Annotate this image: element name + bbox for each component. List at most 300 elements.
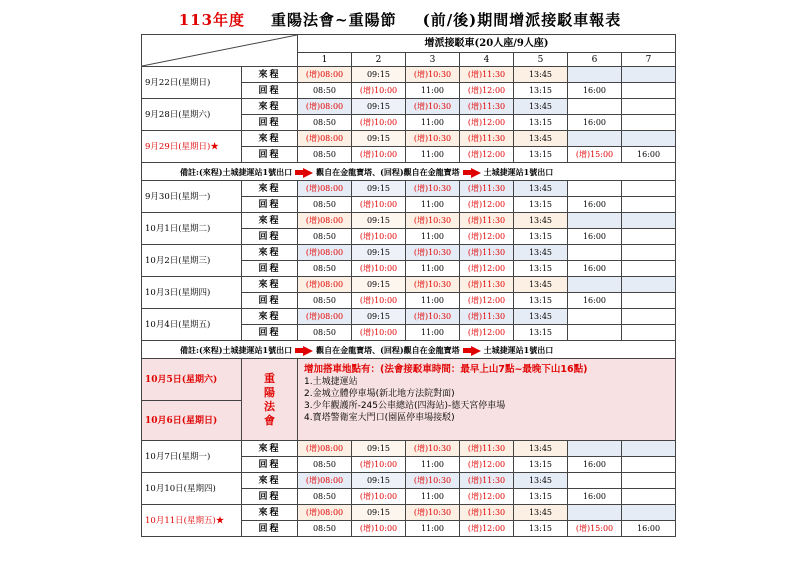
time-cell: 11:00 [406,261,460,277]
inbound-row [142,245,676,261]
time-cell: 16:00 [568,457,622,473]
time-cell: 16:00 [622,147,676,163]
time-cell: 09:15 [352,99,406,115]
time-cell [568,441,622,457]
time-cell [460,229,514,245]
route-note [142,341,676,359]
outbound-label: 回程 [242,115,298,131]
added-trip-time: (增)08:00 [305,475,344,485]
time-cell [460,277,514,293]
added-trip-time: (增)10:00 [359,199,398,209]
pickup-stop: 1.土城捷運站 [304,377,358,387]
pickup-stop: 3.少年觀護所-245公車總站(四海站)-德天宮停車場 [304,401,506,411]
time-cell: 09:15 [352,131,406,147]
added-trip-time: (增)10:30 [413,475,452,485]
title-year: 113年度 [178,11,246,29]
time-cell: 09:15 [352,309,406,325]
column-number-4: 4 [460,53,514,67]
date-cell [142,245,242,277]
time-cell [406,473,460,489]
time-cell [406,277,460,293]
pickup-stop: 2.金城立體停車場(新北地方法院對面) [304,389,455,399]
time-cell [622,197,676,213]
time-cell [352,261,406,277]
time-cell: 11:00 [406,115,460,131]
time-cell: 09:15 [352,213,406,229]
outbound-label: 回程 [242,457,298,473]
festival-date-2: 10月6日(星期日) [142,401,242,441]
time-cell: 11:00 [406,293,460,309]
time-cell: 13:15 [514,229,568,245]
time-cell [622,489,676,505]
time-cell [622,261,676,277]
added-trip-time: (增)12:00 [467,117,506,127]
time-cell [460,457,514,473]
time-cell: 11:00 [406,521,460,537]
added-trip-time: (增)08:00 [305,443,344,453]
time-cell: 16:00 [568,293,622,309]
time-cell [460,473,514,489]
route-note [142,163,676,181]
added-trip-time: (增)12:00 [467,295,506,305]
note-prefix: 備註:(來程)土城捷運站1號出口 [180,166,293,177]
inbound-row [142,99,676,115]
time-cell [406,131,460,147]
time-cell [622,131,676,147]
inbound-label: 來程 [242,309,298,325]
time-cell: 13:15 [514,457,568,473]
time-cell [460,99,514,115]
time-cell: 13:45 [514,309,568,325]
time-cell: 16:00 [568,83,622,99]
time-cell: 09:15 [352,473,406,489]
time-cell [568,505,622,521]
time-cell [568,99,622,115]
time-cell: 13:15 [514,115,568,131]
inbound-row [142,441,676,457]
added-trip-time: (增)10:00 [359,263,398,273]
schedule-table [141,34,676,537]
added-trip-time: (增)12:00 [467,459,506,469]
added-trip-time: (增)10:00 [359,231,398,241]
star-icon: ★ [210,141,219,152]
time-cell [352,83,406,99]
added-trip-time: (增)11:30 [467,133,506,143]
time-cell [460,441,514,457]
time-cell [460,213,514,229]
added-trip-time: (增)12:00 [467,199,506,209]
time-cell [298,277,352,293]
time-cell [406,505,460,521]
time-cell: 16:00 [568,115,622,131]
added-trip-time: (增)08:00 [305,279,344,289]
date-label: 10月7日(星期一) [145,451,211,462]
added-trip-time: (增)12:00 [467,263,506,273]
note-middle: 觀自在金龍寶塔、(回程)觀自在金龍寶塔 [316,166,460,177]
time-cell [460,325,514,341]
added-trip-time: (增)10:30 [413,507,452,517]
festival-row [142,359,676,401]
time-cell [622,83,676,99]
time-cell [352,229,406,245]
time-cell: 16:00 [622,521,676,537]
title-part1: 重陽法會~重陽節 [271,11,397,29]
time-cell: 13:45 [514,181,568,197]
column-number-3: 3 [406,53,460,67]
inbound-label: 來程 [242,245,298,261]
added-trip-time: (增)10:00 [359,327,398,337]
time-cell [460,147,514,163]
time-cell: 11:00 [406,489,460,505]
time-cell: 13:15 [514,147,568,163]
time-cell: 13:15 [514,197,568,213]
column-number-2: 2 [352,53,406,67]
added-trip-time: (增)10:00 [359,117,398,127]
festival-date-1: 10月5日(星期六) [142,359,242,401]
time-cell [622,277,676,293]
time-cell [352,115,406,131]
time-cell [352,489,406,505]
date-cell [142,277,242,309]
time-cell: 13:15 [514,521,568,537]
inbound-label: 來程 [242,99,298,115]
inbound-row [142,277,676,293]
added-trip-time: (增)10:00 [359,523,398,533]
time-cell: 13:45 [514,213,568,229]
inbound-label: 來程 [242,213,298,229]
inbound-row [142,181,676,197]
time-cell: 08:50 [298,293,352,309]
added-trip-time: (增)10:00 [359,459,398,469]
inbound-label: 來程 [242,277,298,293]
added-trip-time: (增)12:00 [467,231,506,241]
added-trip-time: (增)12:00 [467,327,506,337]
time-cell: 16:00 [568,197,622,213]
added-trip-time: (增)11:30 [467,311,506,321]
time-cell [406,67,460,83]
time-cell [406,181,460,197]
time-cell: 08:50 [298,457,352,473]
added-trip-time: (增)15:00 [575,149,614,159]
inbound-label: 來程 [242,441,298,457]
date-label: 10月1日(星期二) [145,223,211,234]
added-trip-time: (增)12:00 [467,491,506,501]
time-cell: 11:00 [406,197,460,213]
added-trip-time: (增)10:30 [413,247,452,257]
time-cell [460,489,514,505]
time-cell: 08:50 [298,83,352,99]
time-cell [460,309,514,325]
time-cell: 13:45 [514,131,568,147]
outbound-label: 回程 [242,521,298,537]
time-cell [622,309,676,325]
schedule-body [142,35,676,537]
time-cell [568,473,622,489]
arrow-right-icon [295,345,313,355]
time-cell [568,181,622,197]
outbound-label: 回程 [242,325,298,341]
time-cell [406,213,460,229]
time-cell [406,441,460,457]
time-cell: 08:50 [298,147,352,163]
time-cell [406,99,460,115]
time-cell [298,131,352,147]
time-cell: 16:00 [568,261,622,277]
inbound-row [142,213,676,229]
time-cell [460,67,514,83]
added-trip-time: (增)08:00 [305,183,344,193]
time-cell: 13:15 [514,489,568,505]
added-trip-time: (增)11:30 [467,247,506,257]
time-cell [622,441,676,457]
time-cell [298,213,352,229]
added-trip-time: (增)11:30 [467,101,506,111]
header-row [142,35,676,53]
time-cell [568,325,622,341]
time-cell [352,197,406,213]
date-label: 10月4日(星期五) [145,319,211,330]
outbound-label: 回程 [242,261,298,277]
time-cell: 09:15 [352,505,406,521]
time-cell: 13:15 [514,83,568,99]
note-row [142,163,676,181]
time-cell: 13:15 [514,261,568,277]
inbound-row [142,505,676,521]
outbound-label: 回程 [242,489,298,505]
added-trip-time: (增)12:00 [467,523,506,533]
note-prefix: 備註:(來程)土城捷運站1號出口 [180,344,293,355]
inbound-row [142,309,676,325]
inbound-label: 來程 [242,67,298,83]
date-cell [142,441,242,473]
time-cell: 08:50 [298,229,352,245]
arrow-right-icon [295,167,313,177]
date-cell [142,99,242,131]
date-cell [142,213,242,245]
time-cell: 13:45 [514,67,568,83]
time-cell: 09:15 [352,67,406,83]
added-trip-time: (增)10:00 [359,491,398,501]
time-cell: 09:15 [352,441,406,457]
outbound-label: 回程 [242,229,298,245]
time-cell [622,67,676,83]
note-suffix: 土城捷運站1號出口 [483,166,554,177]
time-cell [622,293,676,309]
time-cell [568,147,622,163]
time-cell [622,229,676,245]
date-cell [142,67,242,99]
added-trip-time: (增)10:30 [413,279,452,289]
time-cell [352,293,406,309]
date-cell [142,181,242,213]
time-cell: 08:50 [298,325,352,341]
date-label: 10月3日(星期四) [145,287,211,298]
time-cell [622,181,676,197]
added-trip-time: (增)10:00 [359,295,398,305]
time-cell [460,261,514,277]
added-trip-time: (增)12:00 [467,85,506,95]
time-cell: 11:00 [406,457,460,473]
time-cell [298,309,352,325]
time-cell [568,521,622,537]
note-middle: 觀自在金龍寶塔、(回程)觀自在金龍寶塔 [316,344,460,355]
date-label: 9月22日(星期日) [145,77,211,88]
date-cell [142,131,242,163]
time-cell: 08:50 [298,521,352,537]
column-number-5: 5 [514,53,568,67]
time-cell [298,181,352,197]
added-trip-time: (增)10:00 [359,85,398,95]
time-cell [568,245,622,261]
added-trip-time: (增)08:00 [305,215,344,225]
added-trip-time: (增)10:30 [413,443,452,453]
title-part2: (前/後)期間增派接駁車報表 [422,11,622,29]
added-trip-time: (增)11:30 [467,183,506,193]
time-cell: 13:45 [514,441,568,457]
time-cell [460,293,514,309]
time-cell: 08:50 [298,261,352,277]
added-trip-time: (增)08:00 [305,507,344,517]
time-cell [622,99,676,115]
time-cell [622,213,676,229]
date-label: 10月11日(星期五) [145,515,216,526]
time-cell [460,131,514,147]
added-trip-time: (增)11:30 [467,443,506,453]
time-cell [406,245,460,261]
date-label: 10月2日(星期三) [145,255,211,266]
time-cell [352,457,406,473]
time-cell [568,309,622,325]
time-cell [406,309,460,325]
time-cell [622,473,676,489]
time-cell [460,115,514,131]
date-label: 9月30日(星期一) [145,191,211,202]
time-cell [622,245,676,261]
arrow-right-icon [463,345,481,355]
time-cell: 09:15 [352,245,406,261]
date-cell [142,473,242,505]
time-cell: 11:00 [406,83,460,99]
date-label: 9月29日(星期日) [145,141,211,152]
added-trip-time: (增)08:00 [305,133,344,143]
inbound-label: 來程 [242,473,298,489]
added-trip-time: (增)10:30 [413,101,452,111]
time-cell [460,245,514,261]
time-cell [352,521,406,537]
time-cell [298,473,352,489]
inbound-row [142,131,676,147]
time-cell [622,115,676,131]
added-trip-time: (增)11:30 [467,69,506,79]
time-cell: 13:45 [514,245,568,261]
vehicle-header: 增派接駁車(20人座/9人座) [298,35,676,53]
time-cell: 11:00 [406,147,460,163]
added-trip-time: (增)10:30 [413,133,452,143]
time-cell: 13:45 [514,505,568,521]
time-cell [298,505,352,521]
time-cell [622,325,676,341]
time-cell [298,245,352,261]
time-cell [352,325,406,341]
time-cell [460,83,514,99]
note-row [142,341,676,359]
time-cell: 11:00 [406,325,460,341]
inbound-row [142,473,676,489]
time-cell [352,147,406,163]
column-number-7: 7 [622,53,676,67]
time-cell: 08:50 [298,197,352,213]
time-cell [568,277,622,293]
pickup-stop: 4.寶塔警衛室大門口(園區停車場接駁) [304,413,455,423]
time-cell [622,505,676,521]
added-trip-time: (增)10:30 [413,311,452,321]
added-trip-time: (增)11:30 [467,215,506,225]
time-cell: 08:50 [298,115,352,131]
outbound-label: 回程 [242,147,298,163]
time-cell [460,197,514,213]
time-cell: 13:15 [514,293,568,309]
time-cell: 13:45 [514,99,568,115]
added-trip-time: (增)08:00 [305,247,344,257]
time-cell [622,457,676,473]
date-label: 10月10日(星期四) [145,483,216,494]
arrow-right-icon [463,167,481,177]
time-cell: 08:50 [298,489,352,505]
added-trip-time: (增)15:00 [575,523,614,533]
time-cell: 11:00 [406,229,460,245]
time-cell: 16:00 [568,229,622,245]
added-trip-time: (增)10:30 [413,183,452,193]
added-trip-time: (增)11:30 [467,475,506,485]
inbound-label: 來程 [242,505,298,521]
column-number-1: 1 [298,53,352,67]
date-cell [142,309,242,341]
inbound-label: 來程 [242,181,298,197]
festival-headline: 增加搭車地點有：(法會接駁車時間：最早上山7點~最晚下山16點) [304,364,588,375]
outbound-label: 回程 [242,83,298,99]
added-trip-time: (增)08:00 [305,69,344,79]
time-cell [460,505,514,521]
time-cell [298,99,352,115]
time-cell [298,441,352,457]
added-trip-time: (增)08:00 [305,311,344,321]
time-cell: 13:45 [514,277,568,293]
time-cell: 09:15 [352,181,406,197]
added-trip-time: (增)11:30 [467,507,506,517]
added-trip-time: (增)12:00 [467,149,506,159]
outbound-label: 回程 [242,293,298,309]
outbound-label: 回程 [242,197,298,213]
column-number-6: 6 [568,53,622,67]
time-cell [568,67,622,83]
time-cell: 16:00 [568,489,622,505]
note-suffix: 土城捷運站1號出口 [483,344,554,355]
date-label: 9月28日(星期六) [145,109,211,120]
star-icon: ★ [215,515,225,526]
festival-info [298,359,676,441]
time-cell [460,521,514,537]
added-trip-time: (增)11:30 [467,279,506,289]
time-cell [568,131,622,147]
time-cell: 13:15 [514,325,568,341]
added-trip-time: (增)10:00 [359,149,398,159]
date-cell [142,505,242,537]
inbound-label: 來程 [242,131,298,147]
added-trip-time: (增)10:30 [413,69,452,79]
time-cell [568,213,622,229]
added-trip-time: (增)08:00 [305,101,344,111]
festival-name: 重陽法會 [242,359,298,441]
